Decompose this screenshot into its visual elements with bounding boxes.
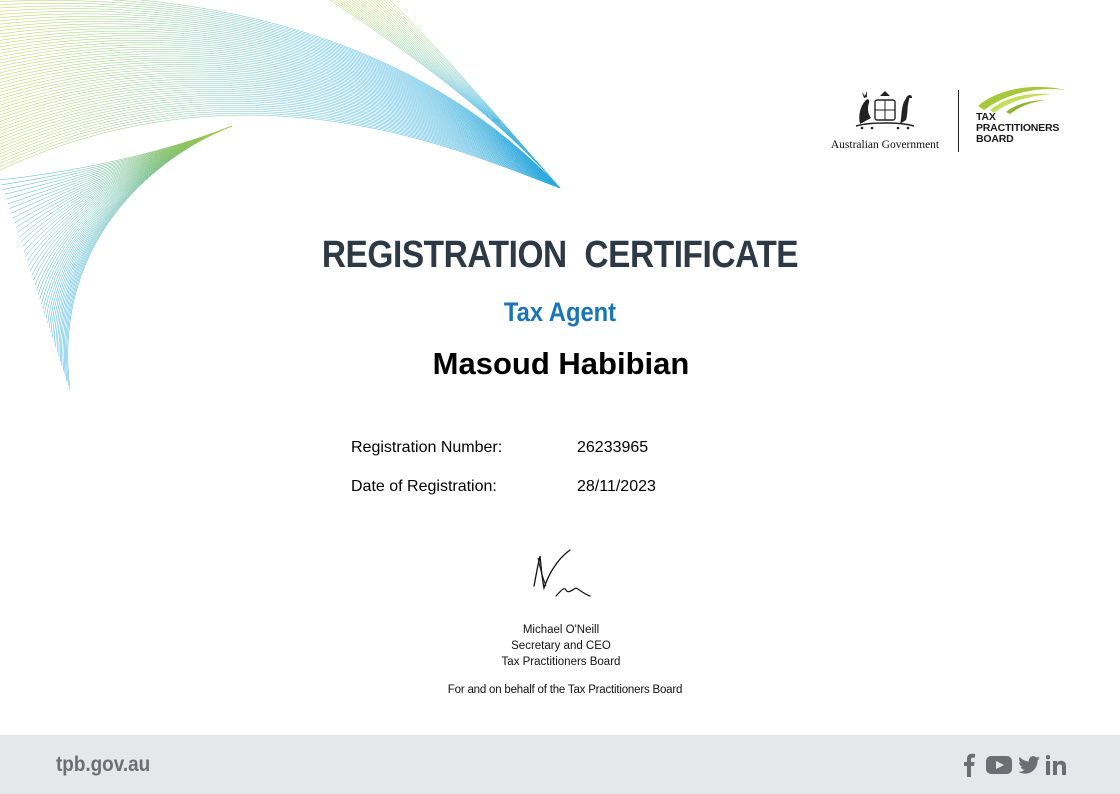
registration-number-label: Registration Number: [351, 439, 503, 456]
facebook-icon[interactable] [963, 751, 975, 779]
website-link[interactable]: tpb.gov.au [56, 753, 151, 776]
behalf-note: For and on behalf of the Tax Practitioners Board [447, 684, 683, 696]
registration-number-value: 26233965 [577, 439, 649, 456]
wave-line [2, 126, 232, 185]
wave-line [45, 126, 233, 314]
logo-divider [958, 90, 959, 152]
certificate-title: REGISTRATION CERTIFICATE [321, 234, 799, 276]
registration-type: Tax Agent [503, 297, 617, 327]
tpb-logo-wordmark [976, 112, 1059, 145]
coat-of-arms-icon [850, 88, 920, 132]
tpb-logo-line: BOARD [976, 133, 1014, 145]
wave-line [0, 31, 560, 188]
registration-date-value: 28/11/2023 [577, 478, 656, 495]
signatory-block [0, 622, 1120, 670]
header-logos [820, 84, 1070, 160]
signatory-organisation: Tax Practitioners Board [501, 656, 621, 668]
wave-line [0, 36, 560, 188]
tpb-logo-line: PRACTITIONERS [976, 122, 1060, 134]
holder-name: Masoud Habibian [432, 346, 690, 381]
tpb-logo-icon [976, 84, 1068, 114]
signatory-name: Michael O'Neill [522, 624, 600, 636]
australian-government-label: Australian Government [830, 139, 940, 151]
tpb-logo-line: TAX [976, 111, 996, 123]
twitter-icon[interactable] [1018, 751, 1040, 779]
signature-image [526, 546, 596, 602]
wave-line [43, 126, 232, 309]
signatory-position: Secretary and CEO [511, 640, 611, 652]
wave-line [0, 3, 560, 188]
linkedin-icon[interactable] [1046, 751, 1066, 779]
decorative-wave-graphic [0, 0, 570, 400]
registration-date-label: Date of Registration: [351, 478, 497, 495]
footer-bar [0, 735, 1120, 794]
wave-line [18, 126, 233, 233]
youtube-icon[interactable] [986, 751, 1012, 779]
wave-line [0, 14, 560, 188]
wave-line [0, 77, 560, 188]
